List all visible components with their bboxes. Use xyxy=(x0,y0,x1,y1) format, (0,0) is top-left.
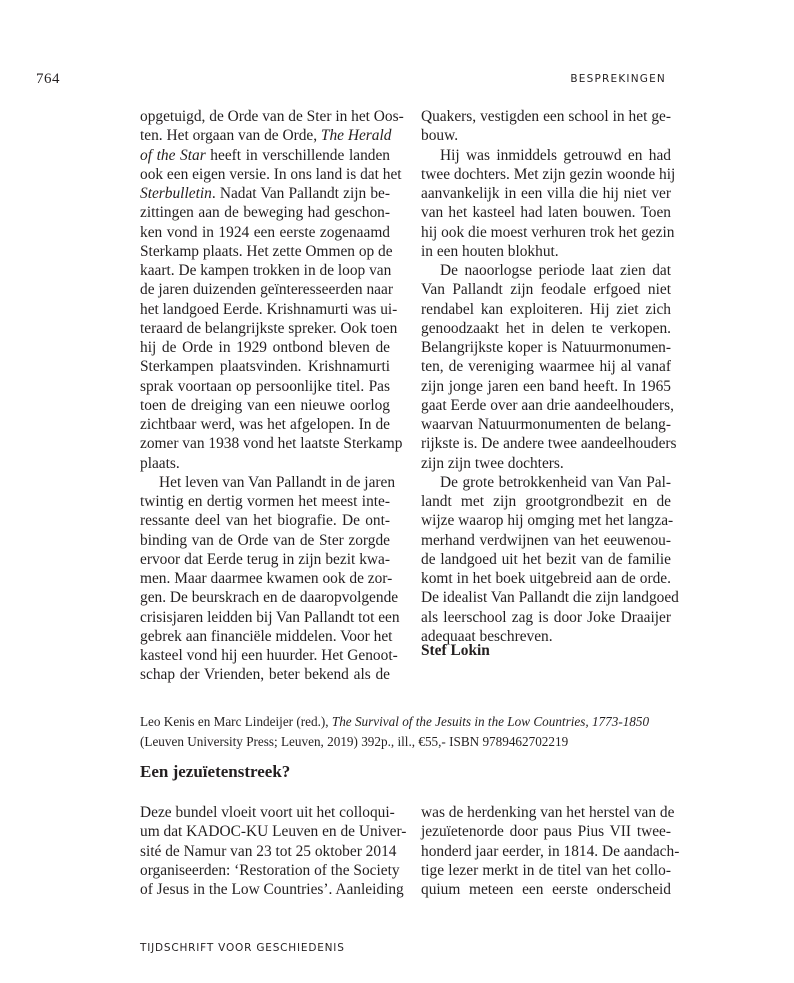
review-heading: Een jezuïetenstreek? xyxy=(140,762,291,781)
text-line: binding van de Orde van de Ster zorgde xyxy=(140,531,390,549)
text-line: als leerschool zag is door Joke Draaijer xyxy=(421,608,671,626)
citation-authors: Leo Kenis en Marc Lindeijer (red.), xyxy=(140,714,332,729)
text-line: ook een eigen versie. In ons land is dat het xyxy=(140,165,402,183)
review1-right-column xyxy=(421,107,679,646)
text-line: kaart. De kampen trokken in de loop van xyxy=(140,262,392,279)
text-line: schap der Vrienden, beter bekend als de xyxy=(140,666,390,684)
text-line: twintig en dertig vormen het meest inte- xyxy=(140,493,390,510)
journal-footer: TIJDSCHRIFT VOOR GESCHIEDENIS xyxy=(140,942,345,954)
text-line: ervoor dat Eerde terug in zijn bezit kwa- xyxy=(140,550,390,568)
text-line: aanvankelijk in een villa die hij niet ver xyxy=(421,185,671,202)
text-line: gaat Eerde over aan drie aandeelhouders, xyxy=(421,396,674,414)
text-line: de landgoed uit het bezit van de familie xyxy=(421,550,671,568)
text-line: gen. De beurskrach en de daaropvolgende xyxy=(140,589,399,607)
text-line: gebrek aan financiële middelen. Voor het xyxy=(140,627,393,645)
text-line: zijn zijn twee dochters. xyxy=(421,454,564,472)
text-line: kasteel vond hij een huurder. Het Genoot- xyxy=(140,647,398,664)
text-line: waarvan Natuurmonumenten de belang- xyxy=(421,416,671,433)
text-line: Sterbulletin. Nadat Van Pallandt zijn be- xyxy=(140,185,390,202)
text-line: hij de Orde in 1929 ontbond bleven de xyxy=(140,339,390,356)
text-line: jezuïetenorde door paus Pius VII twee- xyxy=(421,823,671,841)
text-line: Quakers, vestigden een school in het ge- xyxy=(421,108,671,125)
text-line: ten. Het orgaan van de Orde, The Herald xyxy=(140,127,392,145)
text-line: rijkste is. De andere twee aandeelhouders xyxy=(421,435,677,453)
text-line: zomer van 1938 vond het laatste Sterkamp xyxy=(140,435,403,453)
text-line: De idealist Van Pallandt die zijn landgoed xyxy=(421,589,679,607)
text-line: honderd jaar eerder, in 1814. De aandach- xyxy=(421,842,680,860)
text-line: in een houten blokhut. xyxy=(421,242,559,260)
text-line: was de herdenking van het herstel van de xyxy=(421,804,675,821)
text-line: sité de Namur van 23 tot 25 oktober 2014 xyxy=(140,842,397,860)
text-line: bouw. xyxy=(421,127,459,145)
text-line: Van Pallandt zijn feodale erfgoed niet xyxy=(421,281,671,299)
text-line: tige lezer merkt in de titel van het collo- xyxy=(421,861,671,879)
text-line: sprak voortaan op persoonlijke titel. Pas xyxy=(140,377,390,395)
text-line: toen de dreiging van een nieuwe oorlog xyxy=(140,396,390,414)
text-line: het landgoed Eerde. Krishnamurti was ui- xyxy=(140,300,398,318)
running-head: BESPREKINGEN xyxy=(570,73,666,85)
book-citation xyxy=(140,712,660,752)
review2-left-column xyxy=(140,803,407,899)
text-line: teraard de belangrijkste spreker. Ook toen xyxy=(140,319,398,337)
text-line: of Jesus in the Low Countries’. Aanleiding xyxy=(140,881,404,898)
text-line: adequaat beschreven. xyxy=(421,627,553,645)
text-line: rendabel kan exploiteren. Hij ziet zich xyxy=(421,300,671,318)
text-line: ken vond in 1924 een eerste zogenaamd xyxy=(140,223,390,241)
text-line: um dat KADOC-KU Leuven en de Univer- xyxy=(140,823,407,841)
text-line: De naoorlogse periode laat zien dat xyxy=(440,262,671,279)
text-line: opgetuigd, de Orde van de Ster in het Oos- xyxy=(140,108,404,125)
text-line: zichtbaar werd, was het afgelopen. In de xyxy=(140,416,390,433)
text-line: van het kasteel had laten bouwen. Toen xyxy=(421,204,671,222)
text-line: de jaren duizenden geïnteresseerden naar xyxy=(140,281,393,299)
text-line: Sterkampen plaatsvinden. Krishnamurti xyxy=(140,358,390,376)
italic-title: The Herald xyxy=(320,127,392,145)
review-author-signature: Stef Lokin xyxy=(421,642,490,659)
review2-right-column xyxy=(421,803,680,899)
citation-details: (Leuven University Press; Leuven, 2019) 392p., ill., €55,- ISBN 9789462702219 xyxy=(140,734,569,749)
citation-book-title: The Survival of the Jesuits in the Low Countries, 1773-1850 xyxy=(331,714,650,729)
text-line: crisisjaren leidden bij Van Pallandt tot een xyxy=(140,608,400,626)
text-line: plaats. xyxy=(140,454,180,472)
page-number: 764 xyxy=(36,71,60,87)
text-line: Deze bundel vloeit voort uit het colloqui- xyxy=(140,804,395,821)
text-line: genoodzaakt het in delen te verkopen. xyxy=(421,319,671,337)
text-line: ten, de vereniging waarmee hij al vanaf xyxy=(421,358,671,376)
text-line: of the Star heeft in verschillende landen xyxy=(140,146,390,164)
text-line: organiseerden: ‘Restoration of the Society xyxy=(140,861,400,879)
italic-title: of the Star xyxy=(140,146,206,164)
text-line: Hij was inmiddels getrouwd en had xyxy=(440,146,671,164)
text-line: komt in het boek uitgebreid aan de orde. xyxy=(421,570,671,587)
text-line: ressante deel van het biografie. De ont- xyxy=(140,512,390,530)
text-line: Sterkamp plaats. Het zette Ommen op de xyxy=(140,242,393,260)
text-line: men. Maar daarmee kwamen ook de zor- xyxy=(140,570,393,587)
text-line: hij ook die moest verhuren trok het gezin xyxy=(421,223,675,241)
text-line: zittingen aan de beweging had geschon- xyxy=(140,204,390,222)
text-line: merhand verdwijnen van het eeuwenou- xyxy=(421,531,671,549)
text-line: twee dochters. Met zijn gezin woonde hij xyxy=(421,165,676,183)
text-line: wijze waarop hij omging met het langza- xyxy=(421,512,674,530)
italic-title: Sterbulletin xyxy=(140,185,212,202)
text-line: landt met zijn grootgrondbezit en de xyxy=(421,493,671,510)
review1-left-column xyxy=(140,107,404,685)
text-line: Het leven van Van Pallandt in de jaren xyxy=(159,473,396,491)
text-line: De grote betrokkenheid van Van Pal- xyxy=(440,473,671,491)
text-line: zijn jonge jaren een band heeft. In 1965 xyxy=(421,377,671,395)
text-line: Belangrijkste koper is Natuurmonumen- xyxy=(421,339,671,356)
text-line: quium meteen een eerste onderscheid xyxy=(421,881,671,898)
